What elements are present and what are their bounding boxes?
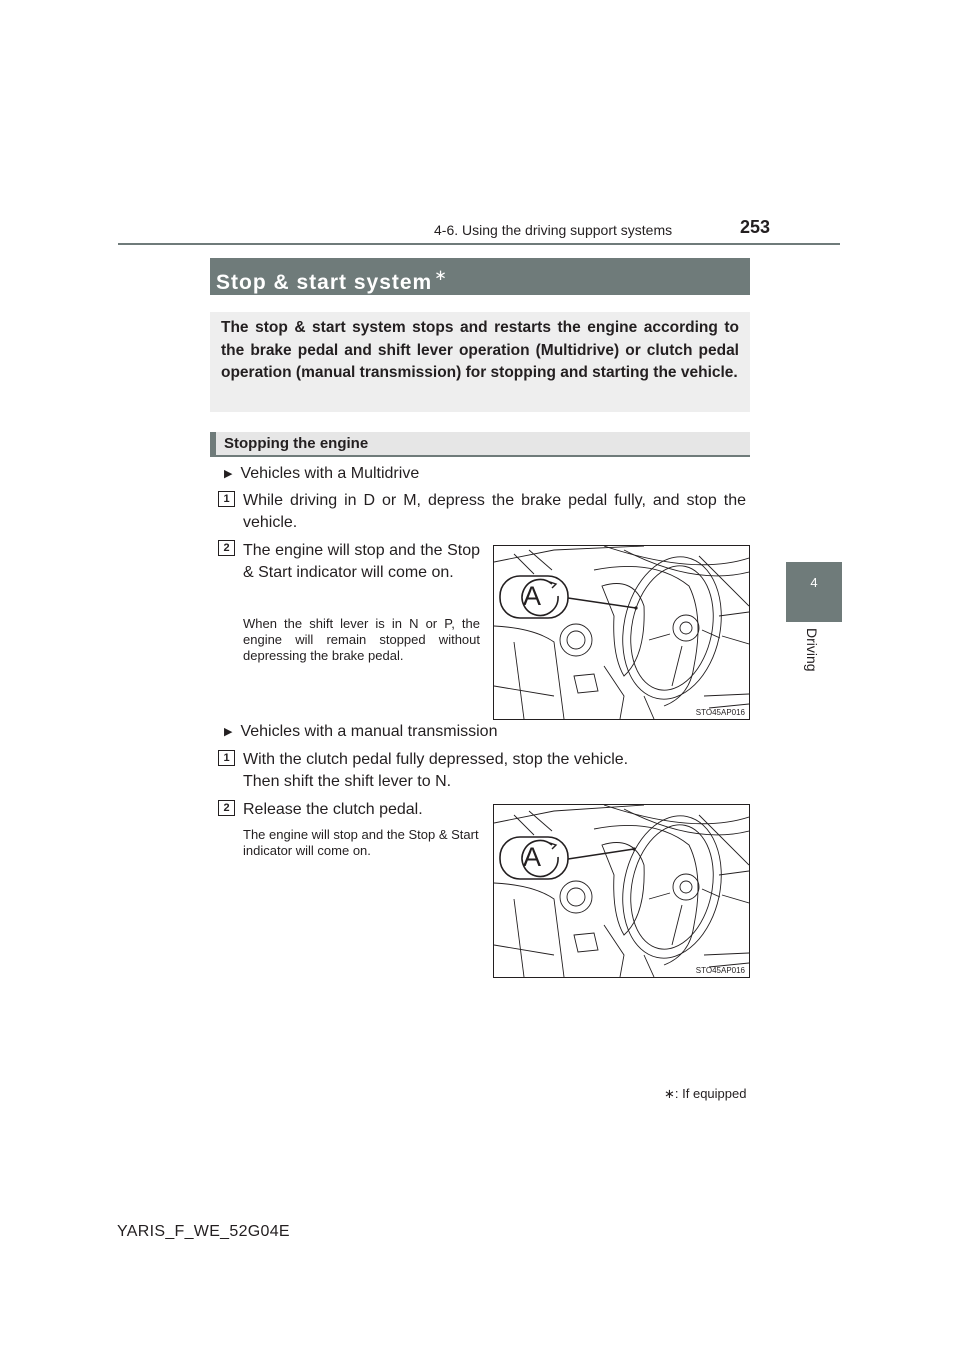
manual-step1-line1: With the clutch pedal fully depressed, stop the vehicle. bbox=[243, 751, 629, 768]
callout-label: A bbox=[523, 842, 542, 872]
chapter-tab-label: Driving bbox=[804, 628, 820, 672]
header-rule bbox=[118, 243, 840, 245]
step-number-box: 1 bbox=[218, 750, 235, 766]
multidrive-bullet bbox=[224, 463, 419, 486]
multidrive-bullet-text: Vehicles with a Multidrive bbox=[240, 465, 420, 482]
illustration-code: STO45AP016 bbox=[695, 966, 745, 975]
step-number-box: 2 bbox=[218, 800, 235, 816]
manual-note-text: The engine will stop and the Stop & Start indicator will come on. bbox=[243, 827, 479, 858]
multidrive-note-text: When the shift lever is in N or P, the engine will remain stopped without depressing the brake pedal. bbox=[243, 616, 480, 663]
manual-bullet bbox=[224, 721, 497, 744]
manual-step1-text bbox=[243, 749, 746, 793]
multidrive-step1-text: While driving in D or M, depress the brake pedal fully, and stop the vehicle. bbox=[243, 492, 746, 531]
manual-bullet-text: Vehicles with a manual transmission bbox=[240, 723, 498, 740]
chapter-tab bbox=[786, 562, 842, 622]
summary-box: The stop & start system stops and restarts the engine according to the brake pedal and shift lever operation (Multidrive) or clutch pedal operation (manual transmission) for stopping and starting the vehicle. bbox=[210, 312, 750, 412]
page-number: 253 bbox=[740, 217, 771, 237]
subheading-bar: Stopping the engine bbox=[210, 432, 750, 457]
steering-wheel-illustration bbox=[494, 546, 749, 719]
step-number-box: 1 bbox=[218, 491, 235, 507]
step-number-box: 2 bbox=[218, 540, 235, 556]
section-title: Stop & start system bbox=[216, 271, 433, 294]
steering-wheel-illustration bbox=[494, 805, 749, 977]
footnote-text: : If equipped bbox=[674, 1086, 747, 1101]
multidrive-step2-text: The engine will stop and the Stop & Start indicator will come on. bbox=[243, 542, 480, 581]
manual-step2-text: Release the clutch pedal. bbox=[243, 801, 423, 818]
illustration-code: STO45AP016 bbox=[695, 708, 745, 717]
triangle-right-icon: ▶ bbox=[224, 468, 233, 480]
section-title-bar bbox=[210, 258, 750, 295]
triangle-right-icon: ▶ bbox=[224, 726, 233, 738]
footnote bbox=[664, 1086, 746, 1102]
footnote-mark: ∗ bbox=[664, 1086, 675, 1101]
document-code: YARIS_F_WE_52G04E bbox=[117, 1223, 290, 1240]
dashboard-illustration bbox=[493, 545, 750, 720]
running-header-section: 4-6. Using the driving support systems bbox=[434, 222, 673, 238]
chapter-tab-number: 4 bbox=[810, 575, 818, 590]
callout-label: A bbox=[523, 581, 542, 611]
if-equipped-mark: ∗ bbox=[434, 267, 448, 284]
dashboard-illustration bbox=[493, 804, 750, 978]
manual-step1-line2: Then shift the shift lever to N. bbox=[243, 773, 452, 790]
